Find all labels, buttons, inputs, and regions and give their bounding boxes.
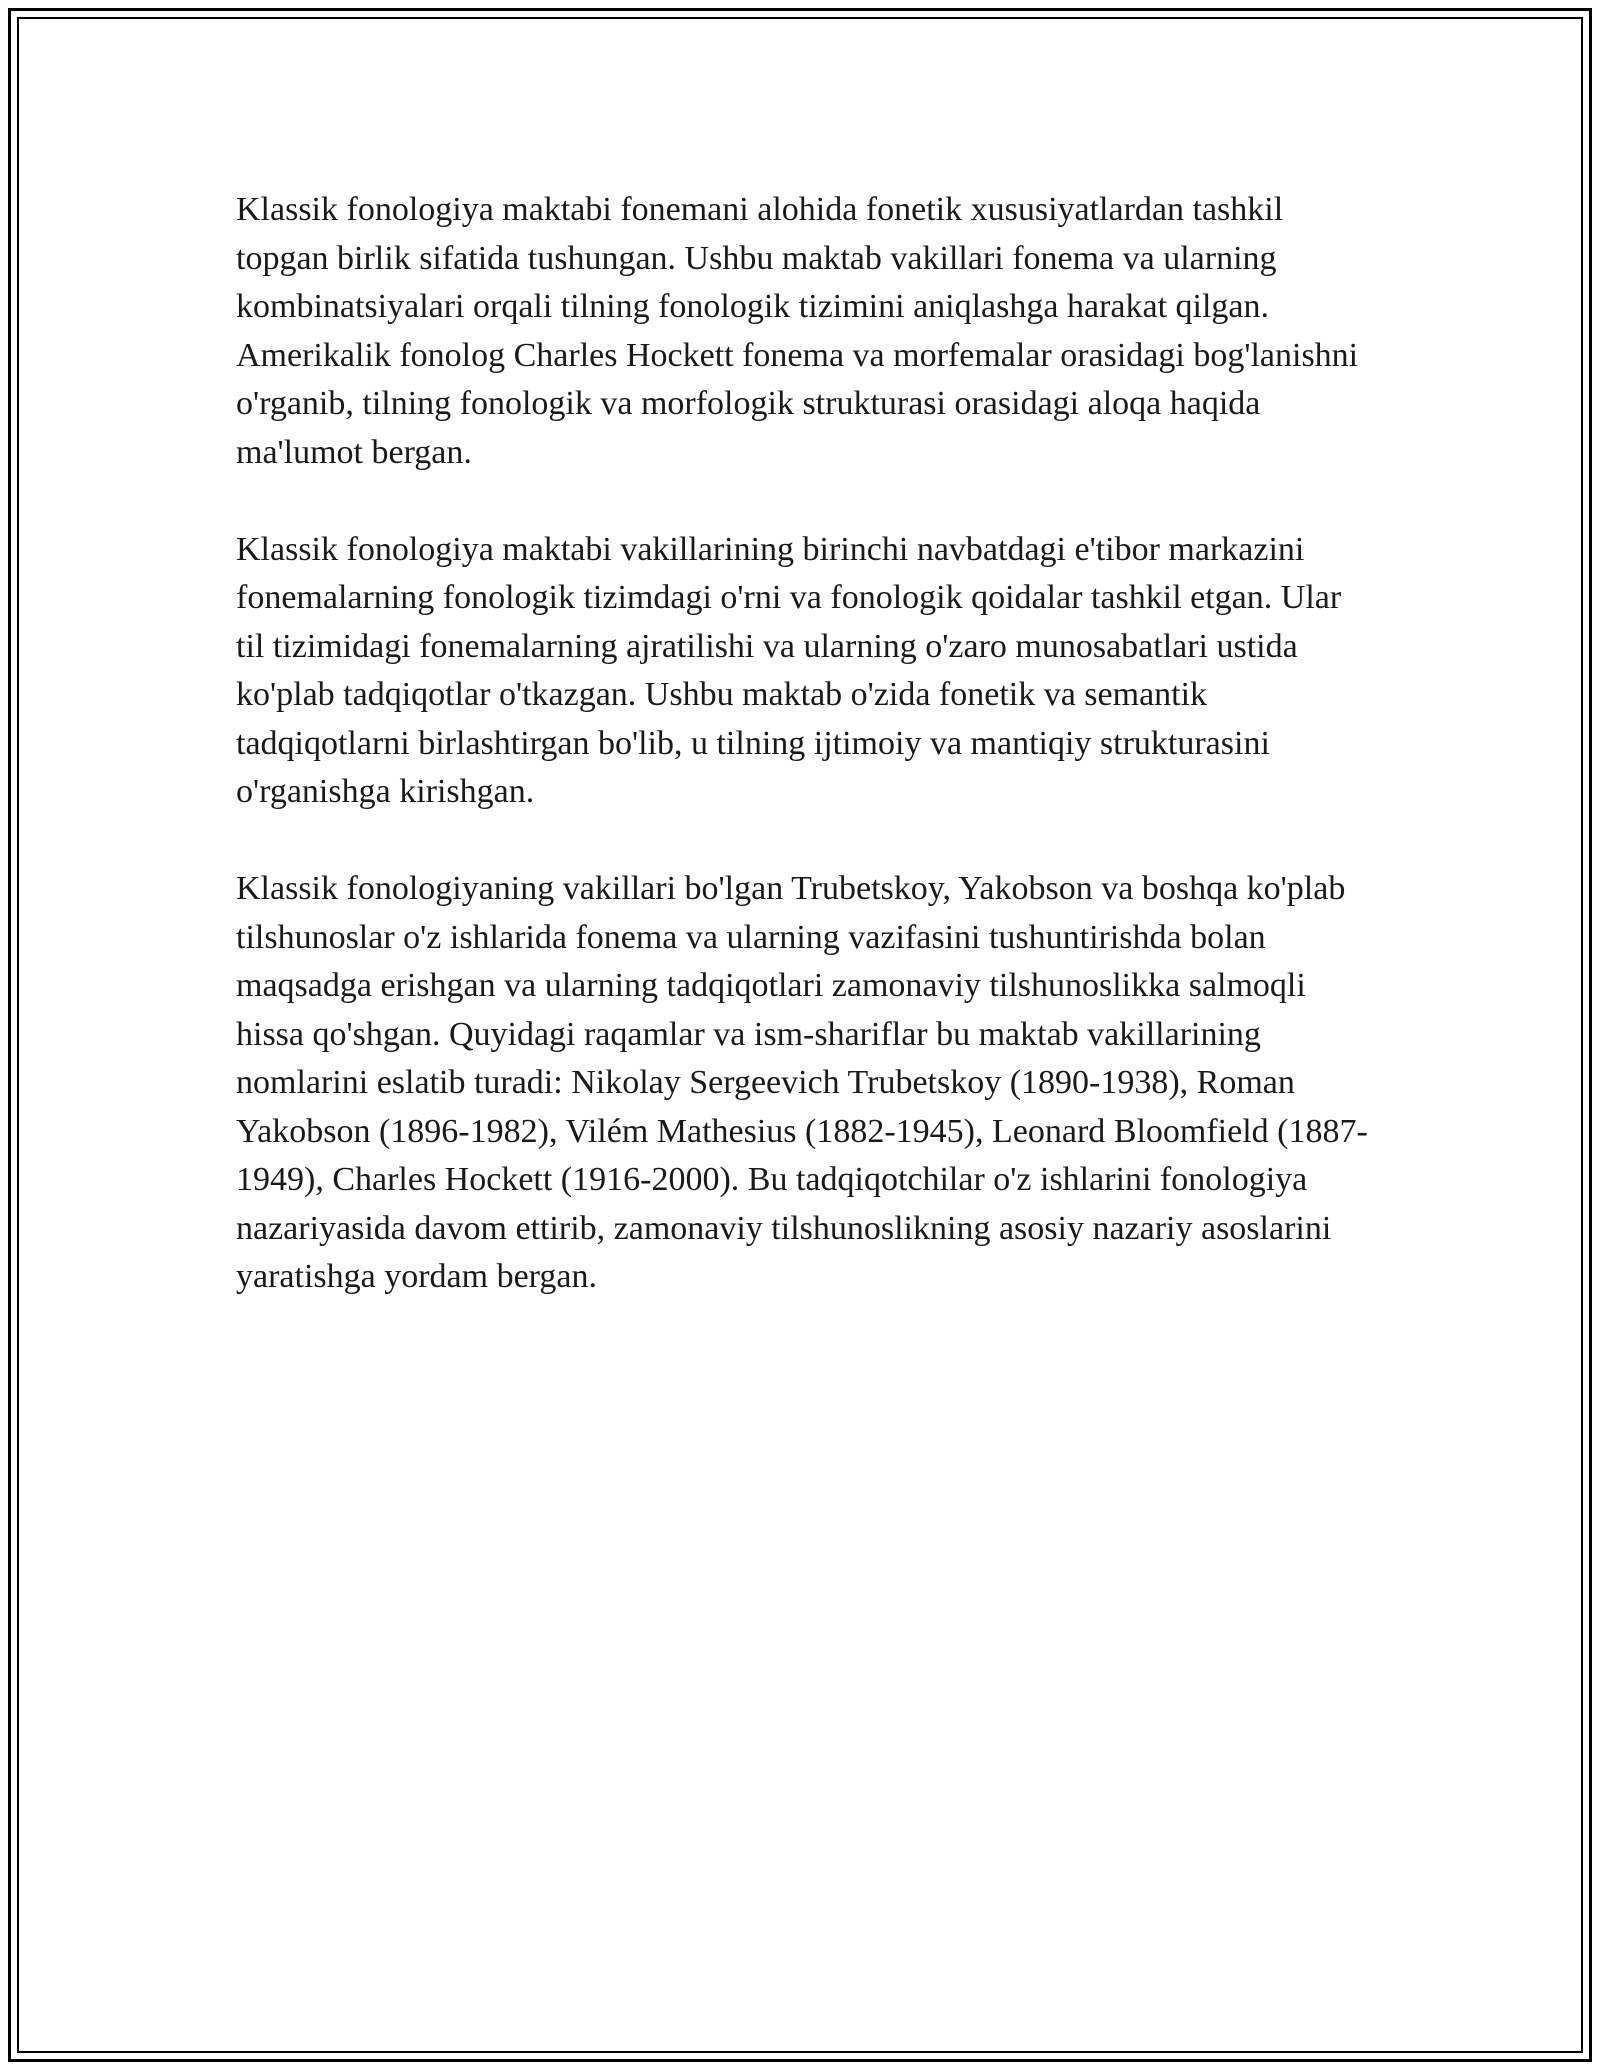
- document-body: [236, 186, 1376, 1350]
- paragraph-1: Klassik fonologiya maktabi fonemani alohida fonetik xususiyatlardan tashkil topgan birlik sifatida tushungan. Ushbu maktab vakillari fonema va ularning kombinatsiyalari orqali tilning fonologik tizimini aniqlashga harakat qilgan. Amerikalik fonolog Charles Hockett fonema va morfemalar orasidagi bog'lanishni o'rganib, tilning fonologik va morfologik strukturasi orasidagi aloqa haqida ma'lumot bergan.: [236, 191, 1359, 471]
- paragraph-2: Klassik fonologiya maktabi vakillarining birinchi navbatdagi e'tibor markazini fonemalarning fonologik tizimdagi o'rni va fonologik qoidalar tashkil etgan. Ular til tizimidagi fonemalarning ajratilishi va ularning o'zaro munosabatlari ustida ko'plab tadqiqotlar o'tkazgan. Ushbu maktab o'zida fonetik va semantik tadqiqotlarni birlashtirgan bo'lib, u tilning ijtimoiy va mantiqiy strukturasini o'rganishga kirishgan.: [236, 530, 1342, 810]
- paragraph-3: Klassik fonologiyaning vakillari bo'lgan Trubetskoy, Yakobson va boshqa ko'plab tilshunoslar o'z ishlarida fonema va ularning vazifasini tushuntirishda bolan maqsadga erishgan va ularning tadqiqotlari zamonaviy tilshunoslikka salmoqli hissa qo'shgan. Quyidagi raqamlar va ism-shariflar bu maktab vakillarining nomlarini eslatib turadi: Nikolay Sergeevich Trubetskoy (1890-1938), Roman Yakobson (1896-1982), Vilém Mathesius (1882-1945), Leonard Bloomfield (1887-1949), Charles Hockett (1916-2000). Bu tadqiqotchilar o'z ishlarini fonologiya nazariyasida davom ettirib, zamonaviy tilshunoslikning asosiy nazariy asoslarini yaratishga yordam bergan.: [236, 870, 1368, 1295]
